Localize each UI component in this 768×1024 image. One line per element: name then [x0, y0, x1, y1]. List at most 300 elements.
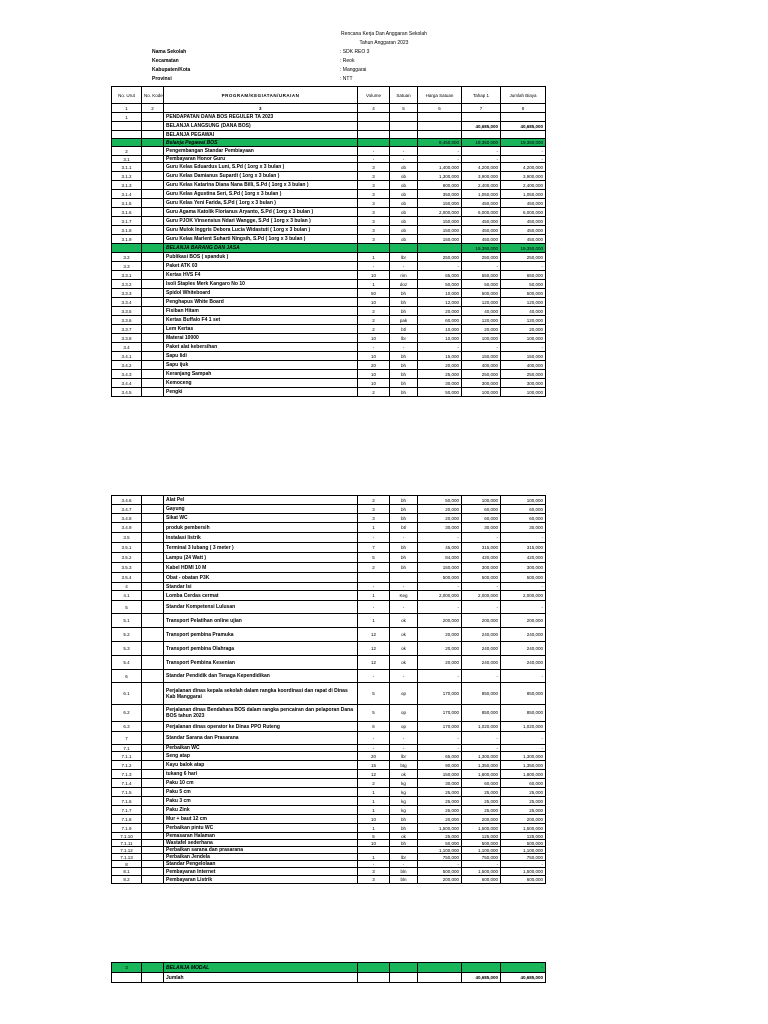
table-cell: 40,685,000: [462, 973, 501, 983]
table-cell: kg: [390, 779, 418, 788]
table-cell: -: [358, 147, 390, 156]
table-cell: Paket ATK 03: [164, 262, 358, 271]
table-cell: 45,000: [418, 543, 462, 553]
table-cell: 125,000: [501, 833, 546, 840]
table-cell: -: [418, 343, 462, 352]
table-cell: 100,000: [501, 496, 546, 505]
table-cell: Paket alat kebersihan: [164, 343, 358, 352]
table-cell: 3.1.7: [112, 217, 142, 226]
table-cell: rim: [390, 271, 418, 280]
table-row: [112, 505, 546, 514]
table-cell: op: [390, 705, 418, 722]
table-cell: 20,000: [418, 642, 462, 656]
table-cell: Guru Kelas Yeni Farida, S.Pd ( 1org x 3 bulan ): [164, 199, 358, 208]
table-cell: 6.2: [112, 705, 142, 722]
table-cell: [142, 514, 164, 523]
table-cell: -: [462, 670, 501, 683]
table-cell: 1: [358, 824, 390, 833]
table-row: [112, 806, 546, 815]
table-cell: 12,000: [418, 298, 462, 307]
table-cell: 250,000: [418, 253, 462, 262]
table-cell: 1,050,000: [462, 190, 501, 199]
table-cell: 19,350,000: [462, 139, 501, 147]
table-row: [112, 745, 546, 752]
table-cell: 7: [462, 104, 501, 113]
table-cell: Alat Pel: [164, 496, 358, 505]
table-cell: 100,000: [462, 388, 501, 397]
table-cell: [142, 788, 164, 797]
table-cell: [358, 847, 390, 854]
table-cell: 3.5.2: [112, 553, 142, 563]
table-row: [112, 868, 546, 876]
table-cell: [142, 797, 164, 806]
table-cell: [142, 235, 164, 244]
table-cell: [142, 815, 164, 824]
table-cell: [142, 973, 164, 983]
table-cell: 200,000: [501, 815, 546, 824]
table-cell: [142, 147, 164, 156]
table-cell: 6.1: [112, 683, 142, 705]
table-cell: 60,000: [418, 316, 462, 325]
table-cell: Pembayaran Listrik: [164, 876, 358, 884]
table-cell: Guru Kelas Agustina Seri, S.Pd ( 1org x 3 bulan ): [164, 190, 358, 199]
table-cell: Fisiban Hitam: [164, 307, 358, 316]
table-cell: bh: [390, 379, 418, 388]
table-cell: [142, 591, 164, 601]
table-cell: BELANJA LANGSUNG (DANA BOS): [164, 122, 358, 131]
table-cell: -: [418, 156, 462, 163]
table-cell: 2: [358, 307, 390, 316]
table-cell: -: [418, 583, 462, 591]
table-cell: 3.4.1: [112, 352, 142, 361]
table-cell: 1: [358, 253, 390, 262]
table-cell: -: [462, 745, 501, 752]
table-cell: 3.4.7: [112, 505, 142, 514]
table-cell: -: [462, 533, 501, 543]
table-cell: 3.5.4: [112, 573, 142, 583]
table-cell: Belanja Pegawai BOS: [164, 139, 358, 147]
table-cell: 800,000: [418, 181, 462, 190]
table-cell: 3.1.2: [112, 172, 142, 181]
table-cell: 150,000: [418, 563, 462, 573]
table-cell: 50,000: [418, 388, 462, 397]
table-cell: 10: [358, 370, 390, 379]
table-cell: 5: [358, 705, 390, 722]
table-cell: 60,000: [462, 505, 501, 514]
table-cell: bln: [390, 868, 418, 876]
table-cell: [418, 131, 462, 139]
table-cell: -: [501, 745, 546, 752]
table-cell: 20,000: [418, 628, 462, 642]
table-cell: -: [358, 533, 390, 543]
table-cell: 1,500,000: [462, 868, 501, 876]
table-cell: [112, 122, 142, 131]
table-cell: 1,500,000: [501, 868, 546, 876]
table-cell: -: [358, 262, 390, 271]
table-cell: Guru Mulok Inggris Debora Lucia Widastuti ( 1org x 3 bulan ): [164, 226, 358, 235]
table-cell: 3.3: [112, 262, 142, 271]
table-cell: [390, 973, 418, 983]
table-cell: 1: [112, 104, 142, 113]
table-cell: bh: [390, 496, 418, 505]
table-cell: 1,300,000: [418, 172, 462, 181]
table-cell: Sapu lidi: [164, 352, 358, 361]
table-cell: [358, 973, 390, 983]
table-cell: ok: [390, 833, 418, 840]
table-cell: lbr: [390, 854, 418, 861]
table-cell: 1: [358, 806, 390, 815]
table-cell: 150,000: [418, 199, 462, 208]
table-cell: -: [501, 533, 546, 543]
table-cell: [142, 298, 164, 307]
table-cell: 4,200,000: [501, 163, 546, 172]
table-cell: Gayung: [164, 505, 358, 514]
table-cell: [142, 172, 164, 181]
table-cell: 1: [358, 797, 390, 806]
table-cell: 30,000: [501, 523, 546, 533]
table-cell: 20,000: [501, 325, 546, 334]
table-cell: -: [390, 583, 418, 591]
table-cell: 3.2: [112, 253, 142, 262]
table-cell: 20,000: [418, 815, 462, 824]
table-cell: [418, 122, 462, 131]
table-row: [112, 563, 546, 573]
table-cell: 7.1.13: [112, 854, 142, 861]
table-cell: [142, 642, 164, 656]
table-cell: 10,000: [418, 334, 462, 343]
table-cell: Jumlah Biaya: [501, 87, 546, 104]
table-cell: 2,400,000: [501, 181, 546, 190]
table-row: [112, 87, 546, 104]
table-cell: 3.5.1: [112, 543, 142, 553]
meta-row-school: [152, 48, 412, 56]
table-cell: [142, 244, 164, 253]
table-cell: 10: [358, 840, 390, 847]
table-cell: Kemoceng: [164, 379, 358, 388]
meta-row-district: [152, 57, 412, 65]
table-cell: Pengki: [164, 388, 358, 397]
table-cell: 3: [358, 868, 390, 876]
table-cell: 8: [112, 861, 142, 868]
table-row: [112, 163, 546, 172]
table-cell: 1,350,000: [501, 761, 546, 770]
table-cell: 4: [358, 104, 390, 113]
table-cell: Harga Satuan: [418, 87, 462, 104]
table-cell: bh: [390, 563, 418, 573]
table-cell: 6: [358, 722, 390, 732]
table-cell: [142, 334, 164, 343]
table-cell: -: [418, 670, 462, 683]
table-cell: -: [358, 670, 390, 683]
table-cell: 19,350,000: [501, 139, 546, 147]
table-cell: ok: [390, 628, 418, 642]
table-cell: 1,350,000: [462, 761, 501, 770]
table-cell: 3: [358, 876, 390, 884]
table-row: [112, 156, 546, 163]
table-cell: 3.1.5: [112, 199, 142, 208]
table-cell: ob: [390, 217, 418, 226]
table-cell: 3,900,000: [501, 172, 546, 181]
table-cell: [462, 113, 501, 122]
table-cell: Transport Pembina Kesenian: [164, 656, 358, 670]
table-cell: [142, 745, 164, 752]
table-cell: 10: [358, 298, 390, 307]
table-cell: 1,800,000: [501, 770, 546, 779]
table-cell: No. Urut: [112, 87, 142, 104]
table-row: [112, 139, 546, 147]
table-cell: 240,000: [462, 656, 501, 670]
table-cell: 200,000: [501, 614, 546, 628]
table-cell: [142, 683, 164, 705]
table-cell: 50,000: [418, 280, 462, 289]
table-cell: 3.3.6: [112, 316, 142, 325]
table-cell: [142, 226, 164, 235]
table-cell: Transport pembina Pramuka: [164, 628, 358, 642]
table-row: [112, 656, 546, 670]
table-cell: 2: [358, 388, 390, 397]
table-cell: 3.1.1: [112, 163, 142, 172]
table-cell: -: [501, 732, 546, 745]
table-row: [112, 614, 546, 628]
table-row: [112, 271, 546, 280]
table-cell: ok: [390, 656, 418, 670]
table-cell: 200,000: [462, 614, 501, 628]
table-cell: 3.3.8: [112, 334, 142, 343]
meta-label: Nama Sekolah: [152, 49, 187, 55]
table-cell: 500,000: [501, 289, 546, 298]
table-row: [112, 752, 546, 761]
table-cell: 4: [112, 583, 142, 591]
table-cell: 25,000: [462, 806, 501, 815]
table-row: [112, 352, 546, 361]
table-row: [112, 722, 546, 732]
table-cell: Kertas Buffalo F4 1 set: [164, 316, 358, 325]
table-cell: bh: [390, 370, 418, 379]
table-cell: Satuan: [390, 87, 418, 104]
table-row: [112, 244, 546, 253]
table-cell: 7.1.3: [112, 770, 142, 779]
table-cell: -: [358, 343, 390, 352]
table-cell: 7.1.11: [112, 840, 142, 847]
meta-value: : Manggarai: [340, 67, 367, 73]
table-cell: 25,000: [501, 806, 546, 815]
table-cell: 1,050,000: [501, 190, 546, 199]
table-cell: [390, 573, 418, 583]
table-cell: [142, 806, 164, 815]
table-cell: 10: [358, 815, 390, 824]
table-cell: 50,000: [418, 496, 462, 505]
table-cell: [142, 262, 164, 271]
table-cell: 6: [112, 670, 142, 683]
table-cell: tukang 6 hari: [164, 770, 358, 779]
table-cell: 6.3: [112, 722, 142, 732]
table-cell: 1,500,000: [462, 824, 501, 833]
table-cell: 30,000: [418, 523, 462, 533]
table-cell: [142, 181, 164, 190]
table-cell: 3.1.9: [112, 235, 142, 244]
table-cell: ob: [390, 181, 418, 190]
table-cell: [142, 533, 164, 543]
table-cell: [142, 628, 164, 642]
table-cell: -: [390, 732, 418, 745]
table-cell: 3: [358, 181, 390, 190]
table-cell: 9,450,000: [418, 139, 462, 147]
meta-label: Kabupaten/Kota: [152, 67, 191, 73]
table-cell: btg: [390, 761, 418, 770]
table-cell: [358, 573, 390, 583]
table-cell: 3.4.5: [112, 388, 142, 397]
table-cell: Publikasi BOS ( spanduk ): [164, 253, 358, 262]
table-cell: -: [501, 262, 546, 271]
table-cell: ok: [390, 614, 418, 628]
table-cell: [390, 113, 418, 122]
table-cell: 250,000: [501, 253, 546, 262]
table-cell: -: [462, 343, 501, 352]
table-cell: [142, 722, 164, 732]
table-cell: [142, 388, 164, 397]
school-info: [152, 48, 412, 84]
table-cell: bh: [390, 543, 418, 553]
table-cell: 2: [358, 496, 390, 505]
table-row: [112, 683, 546, 705]
table-row: [112, 370, 546, 379]
table-row: [112, 573, 546, 583]
table-cell: Kabel HDMI 10 M: [164, 563, 358, 573]
table-cell: 2,400,000: [462, 181, 501, 190]
table-cell: 3: [358, 217, 390, 226]
table-cell: 350,000: [418, 190, 462, 199]
table-row: [112, 190, 546, 199]
table-row: [112, 824, 546, 833]
table-row: [112, 761, 546, 770]
table-cell: 25,000: [418, 370, 462, 379]
table-cell: [112, 973, 142, 983]
table-cell: [142, 833, 164, 840]
table-row: [112, 543, 546, 553]
table-cell: Guru Kelas Katarina Diana Nana Billi, S.Pd ( 1org x 3 bulan ): [164, 181, 358, 190]
table-cell: 3,900,000: [462, 172, 501, 181]
table-cell: 850,000: [501, 683, 546, 705]
table-cell: 7: [112, 732, 142, 745]
table-cell: 150,000: [418, 226, 462, 235]
table-cell: 240,000: [501, 642, 546, 656]
table-row: [112, 388, 546, 397]
table-cell: 100,000: [501, 334, 546, 343]
table-cell: Wastafel sederhana: [164, 840, 358, 847]
table-row: [112, 854, 546, 861]
table-cell: lbr: [390, 253, 418, 262]
table-cell: Volume: [358, 87, 390, 104]
table-cell: [142, 963, 164, 973]
table-cell: bh: [390, 824, 418, 833]
table-cell: [142, 732, 164, 745]
meta-value: : NTT: [340, 76, 353, 82]
table-cell: 850,000: [462, 705, 501, 722]
table-cell: 3: [112, 963, 142, 973]
table-cell: [142, 601, 164, 614]
table-cell: 315,000: [462, 543, 501, 553]
table-cell: Sikat WC: [164, 514, 358, 523]
table-cell: kg: [390, 788, 418, 797]
meta-value: : SDK REO 3: [340, 49, 370, 55]
table-cell: -: [418, 861, 462, 868]
table-cell: 850,000: [501, 705, 546, 722]
table-cell: -: [358, 156, 390, 163]
table-row: [112, 797, 546, 806]
table-cell: 3.1.3: [112, 181, 142, 190]
table-cell: 6: [418, 104, 462, 113]
table-cell: [142, 670, 164, 683]
table-cell: BELANJA MODAL: [164, 963, 358, 973]
table-cell: 3.5: [112, 533, 142, 543]
table-cell: 3: [164, 104, 358, 113]
table-row: [112, 861, 546, 868]
table-cell: [142, 861, 164, 868]
table-cell: 125,000: [462, 833, 501, 840]
table-cell: 5: [390, 104, 418, 113]
table-cell: 750,000: [462, 854, 501, 861]
table-cell: [142, 824, 164, 833]
table-row: [112, 788, 546, 797]
table-cell: -: [462, 583, 501, 591]
table-cell: 500,000: [462, 840, 501, 847]
table-cell: [142, 854, 164, 861]
table-row: [112, 316, 546, 325]
table-cell: [142, 352, 164, 361]
table-cell: 7.1.5: [112, 788, 142, 797]
table-cell: [390, 122, 418, 131]
table-cell: 150,000: [418, 770, 462, 779]
table-cell: 50: [358, 289, 390, 298]
table-cell: [142, 307, 164, 316]
table-cell: [142, 325, 164, 334]
table-row: [112, 289, 546, 298]
table-cell: Keranjang Sampah: [164, 370, 358, 379]
table-cell: [358, 131, 390, 139]
table-cell: [462, 963, 501, 973]
table-cell: PENDAPATAN DANA BOS REGULER TA 2023: [164, 113, 358, 122]
table-cell: Obat - obatan P3K: [164, 573, 358, 583]
table-cell: op: [390, 722, 418, 732]
table-cell: 25,000: [418, 806, 462, 815]
table-cell: 7.1.1: [112, 752, 142, 761]
meta-value: : Reok: [340, 58, 355, 64]
table-cell: ob: [390, 226, 418, 235]
table-cell: 750,000: [418, 854, 462, 861]
table-cell: 240,000: [501, 656, 546, 670]
table-cell: 450,000: [501, 217, 546, 226]
table-cell: 250,000: [462, 370, 501, 379]
table-cell: 1,020,000: [462, 722, 501, 732]
table-cell: btl: [390, 325, 418, 334]
table-cell: Perjalanan dinas operator ke Dinas PPO Ruteng: [164, 722, 358, 732]
table-cell: ob: [390, 190, 418, 199]
table-cell: 5.2: [112, 628, 142, 642]
table-cell: [358, 963, 390, 973]
table-cell: Transport pembina Olahraga: [164, 642, 358, 656]
table-cell: [390, 963, 418, 973]
table-cell: 2,000,000: [418, 591, 462, 601]
table-cell: 1,100,000: [418, 847, 462, 854]
table-cell: 7.1.7: [112, 806, 142, 815]
table-cell: BELANJA PEGAWAI: [164, 131, 358, 139]
table-cell: -: [390, 343, 418, 352]
table-cell: [142, 217, 164, 226]
table-cell: Perjalanan dinas kepala sekolah dalam rangka koordinasi dan rapat di Dinas Kab Manggarai: [164, 683, 358, 705]
table-cell: 60,000: [501, 514, 546, 523]
table-cell: bh: [390, 289, 418, 298]
table-cell: 65,000: [418, 271, 462, 280]
